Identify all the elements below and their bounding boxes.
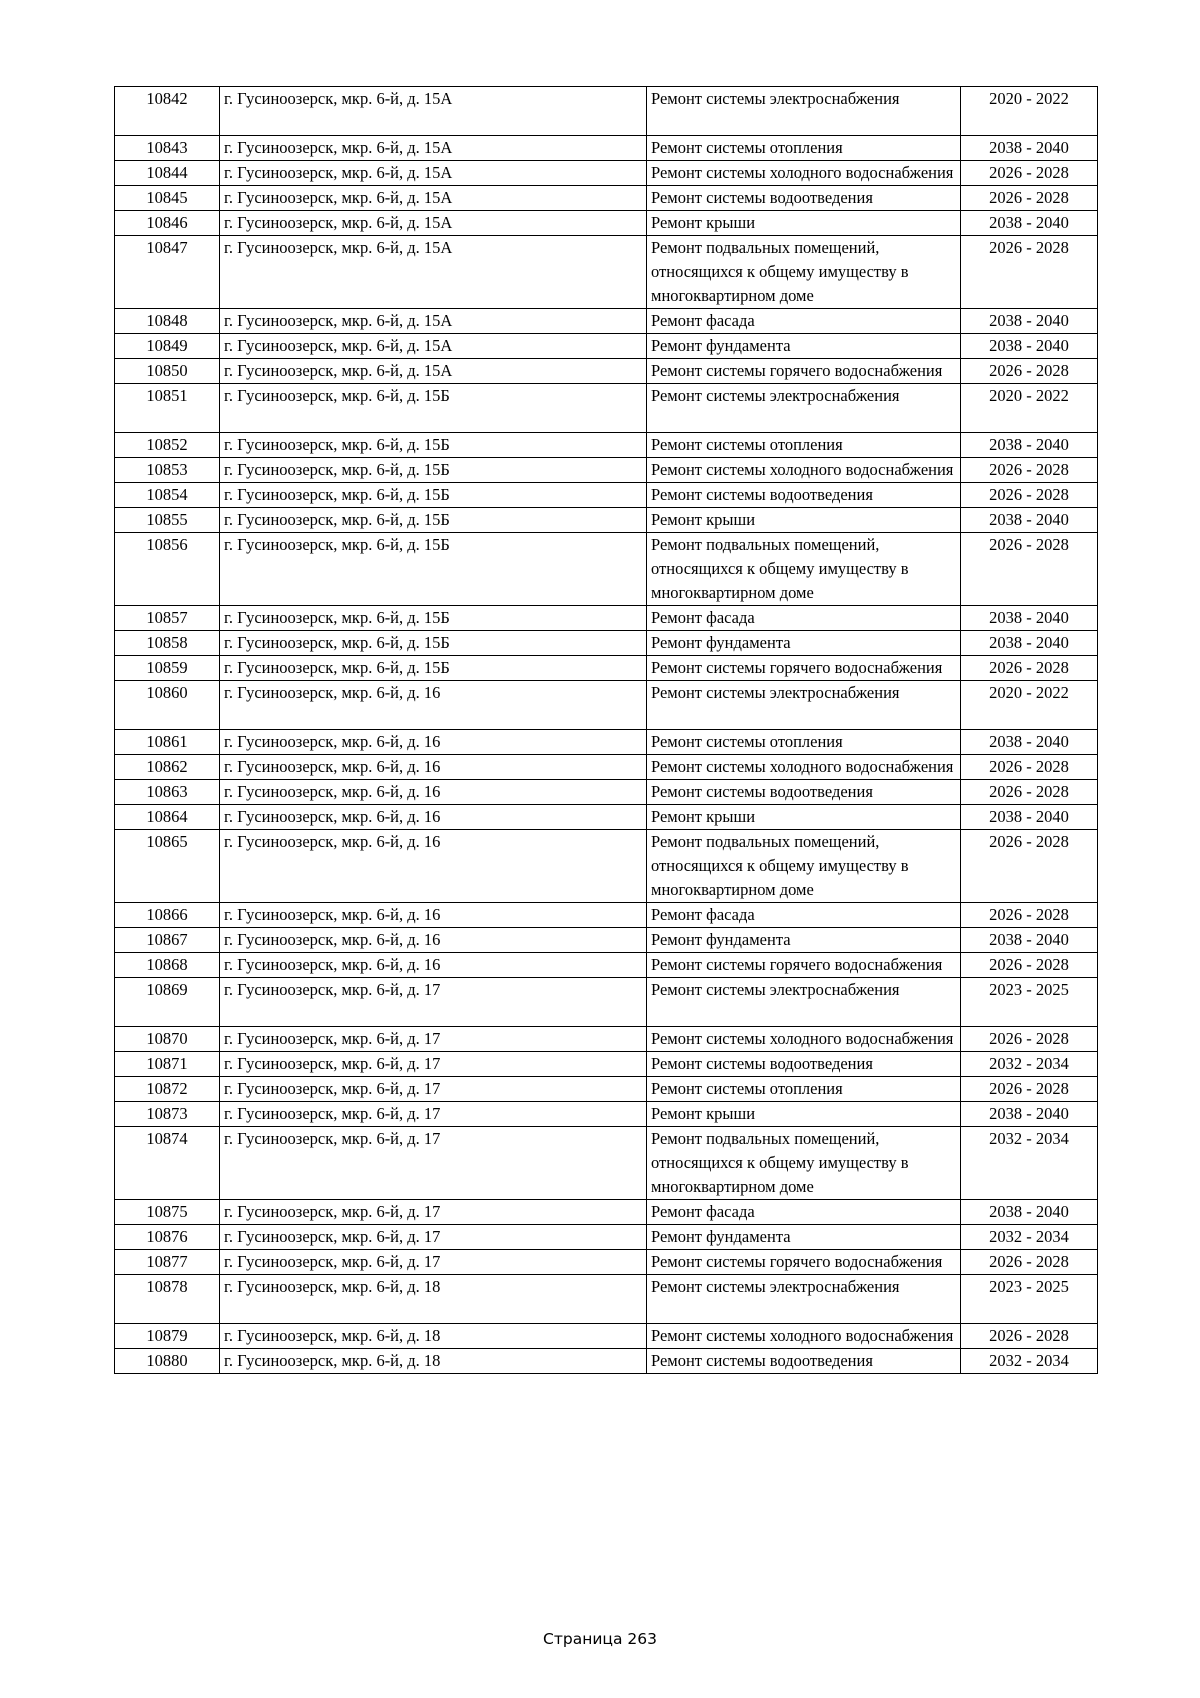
work-type-cell: Ремонт крыши xyxy=(647,1102,961,1127)
address-cell: г. Гусиноозерск, мкр. 6-й, д. 16 xyxy=(220,755,647,780)
address-cell: г. Гусиноозерск, мкр. 6-й, д. 15Б xyxy=(220,384,647,433)
table-row xyxy=(115,1027,1098,1052)
address-cell: г. Гусиноозерск, мкр. 6-й, д. 15А xyxy=(220,211,647,236)
address-cell: г. Гусиноозерск, мкр. 6-й, д. 15Б xyxy=(220,656,647,681)
table-row xyxy=(115,805,1098,830)
work-type-cell: Ремонт системы электроснабжения xyxy=(647,978,961,1027)
table-row xyxy=(115,631,1098,656)
address-cell: г. Гусиноозерск, мкр. 6-й, д. 15Б xyxy=(220,458,647,483)
period-cell: 2026 - 2028 xyxy=(961,755,1098,780)
address-cell: г. Гусиноозерск, мкр. 6-й, д. 15А xyxy=(220,161,647,186)
row-number-cell: 10858 xyxy=(115,631,220,656)
table-row xyxy=(115,755,1098,780)
work-type-cell: Ремонт системы холодного водоснабжения xyxy=(647,1324,961,1349)
row-number-cell: 10843 xyxy=(115,136,220,161)
row-number-cell: 10867 xyxy=(115,928,220,953)
period-cell: 2038 - 2040 xyxy=(961,334,1098,359)
work-type-cell: Ремонт подвальных помещений, относящихся к общему имуществу в многоквартирном доме xyxy=(647,533,961,606)
address-cell: г. Гусиноозерск, мкр. 6-й, д. 16 xyxy=(220,928,647,953)
row-number-cell: 10871 xyxy=(115,1052,220,1077)
row-number-cell: 10868 xyxy=(115,953,220,978)
period-cell: 2038 - 2040 xyxy=(961,606,1098,631)
period-cell: 2020 - 2022 xyxy=(961,384,1098,433)
period-cell: 2038 - 2040 xyxy=(961,211,1098,236)
table-row xyxy=(115,780,1098,805)
period-cell: 2026 - 2028 xyxy=(961,186,1098,211)
row-number-cell: 10872 xyxy=(115,1077,220,1102)
work-type-cell: Ремонт крыши xyxy=(647,508,961,533)
period-cell: 2038 - 2040 xyxy=(961,508,1098,533)
work-type-cell: Ремонт подвальных помещений, относящихся к общему имуществу в многоквартирном доме xyxy=(647,830,961,903)
period-cell: 2032 - 2034 xyxy=(961,1225,1098,1250)
address-cell: г. Гусиноозерск, мкр. 6-й, д. 16 xyxy=(220,730,647,755)
work-type-cell: Ремонт системы электроснабжения xyxy=(647,87,961,136)
table-row xyxy=(115,1225,1098,1250)
work-type-cell: Ремонт фасада xyxy=(647,309,961,334)
work-type-cell: Ремонт системы горячего водоснабжения xyxy=(647,359,961,384)
work-type-cell: Ремонт фундамента xyxy=(647,631,961,656)
work-type-cell: Ремонт крыши xyxy=(647,211,961,236)
row-number-cell: 10859 xyxy=(115,656,220,681)
period-cell: 2038 - 2040 xyxy=(961,730,1098,755)
work-type-cell: Ремонт системы горячего водоснабжения xyxy=(647,656,961,681)
address-cell: г. Гусиноозерск, мкр. 6-й, д. 17 xyxy=(220,1052,647,1077)
row-number-cell: 10874 xyxy=(115,1127,220,1200)
work-type-cell: Ремонт системы холодного водоснабжения xyxy=(647,1027,961,1052)
table-row xyxy=(115,1102,1098,1127)
period-cell: 2038 - 2040 xyxy=(961,1102,1098,1127)
table-row xyxy=(115,384,1098,433)
address-cell: г. Гусиноозерск, мкр. 6-й, д. 16 xyxy=(220,805,647,830)
work-type-cell: Ремонт подвальных помещений, относящихся к общему имуществу в многоквартирном доме xyxy=(647,236,961,309)
period-cell: 2026 - 2028 xyxy=(961,236,1098,309)
period-cell: 2026 - 2028 xyxy=(961,656,1098,681)
period-cell: 2026 - 2028 xyxy=(961,953,1098,978)
row-number-cell: 10853 xyxy=(115,458,220,483)
table-row xyxy=(115,433,1098,458)
table-row xyxy=(115,1200,1098,1225)
table-row xyxy=(115,161,1098,186)
work-type-cell: Ремонт фасада xyxy=(647,903,961,928)
table-row xyxy=(115,508,1098,533)
address-cell: г. Гусиноозерск, мкр. 6-й, д. 17 xyxy=(220,1102,647,1127)
period-cell: 2026 - 2028 xyxy=(961,1027,1098,1052)
table-row xyxy=(115,87,1098,136)
table-body xyxy=(115,87,1098,1374)
work-type-cell: Ремонт подвальных помещений, относящихся к общему имуществу в многоквартирном доме xyxy=(647,1127,961,1200)
table-row xyxy=(115,334,1098,359)
period-cell: 2026 - 2028 xyxy=(961,1077,1098,1102)
row-number-cell: 10850 xyxy=(115,359,220,384)
table-row xyxy=(115,309,1098,334)
row-number-cell: 10849 xyxy=(115,334,220,359)
period-cell: 2023 - 2025 xyxy=(961,1275,1098,1324)
table-row xyxy=(115,830,1098,903)
page-number: Страница 263 xyxy=(543,1630,657,1648)
period-cell: 2038 - 2040 xyxy=(961,631,1098,656)
address-cell: г. Гусиноозерск, мкр. 6-й, д. 15А xyxy=(220,186,647,211)
address-cell: г. Гусиноозерск, мкр. 6-й, д. 17 xyxy=(220,1250,647,1275)
address-cell: г. Гусиноозерск, мкр. 6-й, д. 15Б xyxy=(220,433,647,458)
table-row xyxy=(115,1077,1098,1102)
document-page xyxy=(114,86,1097,1374)
table-row xyxy=(115,236,1098,309)
work-type-cell: Ремонт фасада xyxy=(647,606,961,631)
row-number-cell: 10880 xyxy=(115,1349,220,1374)
period-cell: 2038 - 2040 xyxy=(961,1200,1098,1225)
address-cell: г. Гусиноозерск, мкр. 6-й, д. 15А xyxy=(220,334,647,359)
table-row xyxy=(115,953,1098,978)
row-number-cell: 10864 xyxy=(115,805,220,830)
period-cell: 2038 - 2040 xyxy=(961,309,1098,334)
table-row xyxy=(115,359,1098,384)
row-number-cell: 10879 xyxy=(115,1324,220,1349)
row-number-cell: 10862 xyxy=(115,755,220,780)
period-cell: 2026 - 2028 xyxy=(961,1250,1098,1275)
address-cell: г. Гусиноозерск, мкр. 6-й, д. 15А xyxy=(220,309,647,334)
row-number-cell: 10876 xyxy=(115,1225,220,1250)
address-cell: г. Гусиноозерск, мкр. 6-й, д. 15Б xyxy=(220,508,647,533)
row-number-cell: 10855 xyxy=(115,508,220,533)
period-cell: 2020 - 2022 xyxy=(961,87,1098,136)
table-row xyxy=(115,136,1098,161)
table-row xyxy=(115,1127,1098,1200)
address-cell: г. Гусиноозерск, мкр. 6-й, д. 17 xyxy=(220,1127,647,1200)
period-cell: 2038 - 2040 xyxy=(961,433,1098,458)
table-row xyxy=(115,903,1098,928)
row-number-cell: 10846 xyxy=(115,211,220,236)
table-row xyxy=(115,1324,1098,1349)
row-number-cell: 10848 xyxy=(115,309,220,334)
address-cell: г. Гусиноозерск, мкр. 6-й, д. 15А xyxy=(220,359,647,384)
address-cell: г. Гусиноозерск, мкр. 6-й, д. 16 xyxy=(220,903,647,928)
address-cell: г. Гусиноозерск, мкр. 6-й, д. 18 xyxy=(220,1324,647,1349)
table-row xyxy=(115,458,1098,483)
work-type-cell: Ремонт системы холодного водоснабжения xyxy=(647,755,961,780)
address-cell: г. Гусиноозерск, мкр. 6-й, д. 15А xyxy=(220,87,647,136)
row-number-cell: 10845 xyxy=(115,186,220,211)
work-type-cell: Ремонт системы водоотведения xyxy=(647,780,961,805)
address-cell: г. Гусиноозерск, мкр. 6-й, д. 17 xyxy=(220,1200,647,1225)
period-cell: 2032 - 2034 xyxy=(961,1349,1098,1374)
table-row xyxy=(115,533,1098,606)
work-type-cell: Ремонт системы электроснабжения xyxy=(647,1275,961,1324)
row-number-cell: 10842 xyxy=(115,87,220,136)
table-row xyxy=(115,211,1098,236)
table-row xyxy=(115,928,1098,953)
address-cell: г. Гусиноозерск, мкр. 6-й, д. 16 xyxy=(220,830,647,903)
work-type-cell: Ремонт системы водоотведения xyxy=(647,1349,961,1374)
table-row xyxy=(115,681,1098,730)
work-type-cell: Ремонт системы горячего водоснабжения xyxy=(647,1250,961,1275)
work-type-cell: Ремонт фасада xyxy=(647,1200,961,1225)
address-cell: г. Гусиноозерск, мкр. 6-й, д. 15Б xyxy=(220,606,647,631)
work-type-cell: Ремонт фундамента xyxy=(647,334,961,359)
work-type-cell: Ремонт системы водоотведения xyxy=(647,483,961,508)
work-type-cell: Ремонт фундамента xyxy=(647,1225,961,1250)
address-cell: г. Гусиноозерск, мкр. 6-й, д. 16 xyxy=(220,681,647,730)
period-cell: 2020 - 2022 xyxy=(961,681,1098,730)
row-number-cell: 10878 xyxy=(115,1275,220,1324)
repair-schedule-table xyxy=(114,86,1098,1374)
address-cell: г. Гусиноозерск, мкр. 6-й, д. 15Б xyxy=(220,483,647,508)
period-cell: 2026 - 2028 xyxy=(961,1324,1098,1349)
row-number-cell: 10873 xyxy=(115,1102,220,1127)
row-number-cell: 10861 xyxy=(115,730,220,755)
row-number-cell: 10857 xyxy=(115,606,220,631)
period-cell: 2032 - 2034 xyxy=(961,1127,1098,1200)
work-type-cell: Ремонт системы холодного водоснабжения xyxy=(647,161,961,186)
table-row xyxy=(115,978,1098,1027)
table-row xyxy=(115,1250,1098,1275)
work-type-cell: Ремонт системы электроснабжения xyxy=(647,384,961,433)
table-row xyxy=(115,186,1098,211)
period-cell: 2026 - 2028 xyxy=(961,830,1098,903)
row-number-cell: 10860 xyxy=(115,681,220,730)
address-cell: г. Гусиноозерск, мкр. 6-й, д. 15Б xyxy=(220,631,647,656)
address-cell: г. Гусиноозерск, мкр. 6-й, д. 17 xyxy=(220,1225,647,1250)
row-number-cell: 10866 xyxy=(115,903,220,928)
address-cell: г. Гусиноозерск, мкр. 6-й, д. 18 xyxy=(220,1349,647,1374)
address-cell: г. Гусиноозерск, мкр. 6-й, д. 18 xyxy=(220,1275,647,1324)
period-cell: 2026 - 2028 xyxy=(961,780,1098,805)
period-cell: 2026 - 2028 xyxy=(961,161,1098,186)
work-type-cell: Ремонт системы отопления xyxy=(647,136,961,161)
row-number-cell: 10877 xyxy=(115,1250,220,1275)
table-row xyxy=(115,730,1098,755)
period-cell: 2038 - 2040 xyxy=(961,805,1098,830)
table-row xyxy=(115,656,1098,681)
work-type-cell: Ремонт системы водоотведения xyxy=(647,1052,961,1077)
work-type-cell: Ремонт системы водоотведения xyxy=(647,186,961,211)
row-number-cell: 10856 xyxy=(115,533,220,606)
work-type-cell: Ремонт системы отопления xyxy=(647,433,961,458)
row-number-cell: 10854 xyxy=(115,483,220,508)
row-number-cell: 10869 xyxy=(115,978,220,1027)
period-cell: 2026 - 2028 xyxy=(961,903,1098,928)
work-type-cell: Ремонт системы отопления xyxy=(647,1077,961,1102)
period-cell: 2038 - 2040 xyxy=(961,136,1098,161)
row-number-cell: 10844 xyxy=(115,161,220,186)
table-row xyxy=(115,1052,1098,1077)
period-cell: 2032 - 2034 xyxy=(961,1052,1098,1077)
period-cell: 2026 - 2028 xyxy=(961,483,1098,508)
work-type-cell: Ремонт системы отопления xyxy=(647,730,961,755)
row-number-cell: 10875 xyxy=(115,1200,220,1225)
table-row xyxy=(115,606,1098,631)
row-number-cell: 10863 xyxy=(115,780,220,805)
address-cell: г. Гусиноозерск, мкр. 6-й, д. 16 xyxy=(220,780,647,805)
work-type-cell: Ремонт системы холодного водоснабжения xyxy=(647,458,961,483)
work-type-cell: Ремонт системы электроснабжения xyxy=(647,681,961,730)
period-cell: 2023 - 2025 xyxy=(961,978,1098,1027)
address-cell: г. Гусиноозерск, мкр. 6-й, д. 15Б xyxy=(220,533,647,606)
address-cell: г. Гусиноозерск, мкр. 6-й, д. 15А xyxy=(220,136,647,161)
row-number-cell: 10870 xyxy=(115,1027,220,1052)
work-type-cell: Ремонт фундамента xyxy=(647,928,961,953)
address-cell: г. Гусиноозерск, мкр. 6-й, д. 15А xyxy=(220,236,647,309)
address-cell: г. Гусиноозерск, мкр. 6-й, д. 17 xyxy=(220,1027,647,1052)
table-row xyxy=(115,1275,1098,1324)
row-number-cell: 10851 xyxy=(115,384,220,433)
work-type-cell: Ремонт системы горячего водоснабжения xyxy=(647,953,961,978)
row-number-cell: 10852 xyxy=(115,433,220,458)
address-cell: г. Гусиноозерск, мкр. 6-й, д. 16 xyxy=(220,953,647,978)
period-cell: 2026 - 2028 xyxy=(961,359,1098,384)
row-number-cell: 10865 xyxy=(115,830,220,903)
period-cell: 2026 - 2028 xyxy=(961,458,1098,483)
row-number-cell: 10847 xyxy=(115,236,220,309)
period-cell: 2038 - 2040 xyxy=(961,928,1098,953)
period-cell: 2026 - 2028 xyxy=(961,533,1098,606)
work-type-cell: Ремонт крыши xyxy=(647,805,961,830)
address-cell: г. Гусиноозерск, мкр. 6-й, д. 17 xyxy=(220,1077,647,1102)
address-cell: г. Гусиноозерск, мкр. 6-й, д. 17 xyxy=(220,978,647,1027)
table-row xyxy=(115,1349,1098,1374)
table-row xyxy=(115,483,1098,508)
